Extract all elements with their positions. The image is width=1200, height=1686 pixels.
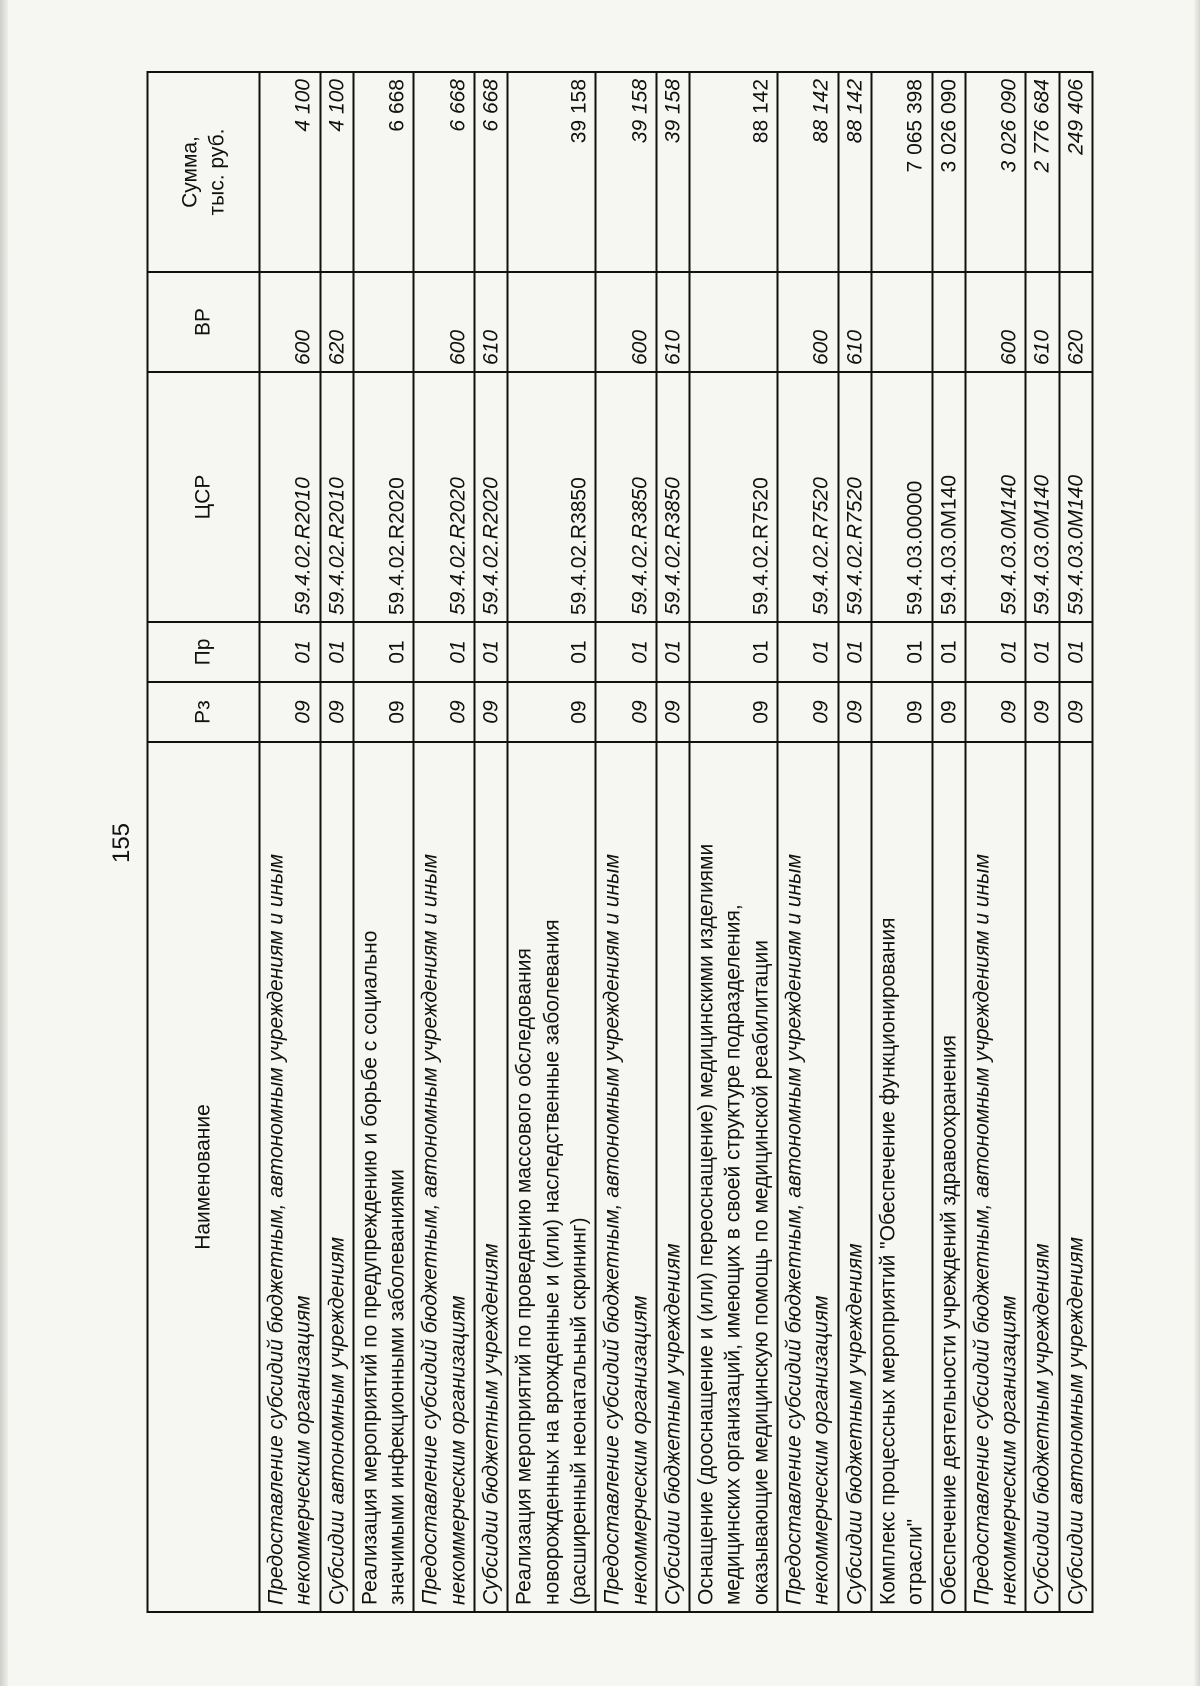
cell-name (871, 742, 932, 1612)
cell-sum: 39 158 (656, 72, 689, 272)
header-name: Наименование (147, 742, 259, 1612)
cell-name (596, 742, 657, 1612)
cell-rz: 09 (596, 682, 657, 742)
cell-name (259, 742, 320, 1612)
cell-sum: 6 668 (414, 72, 475, 272)
table-row (965, 72, 1026, 1612)
cell-sum: 4 100 (259, 72, 320, 272)
cell-name (320, 742, 353, 1612)
page-number: 155 (108, 822, 135, 864)
cell-name-line: Обеспечение деятельности учреждений здравоохранения (937, 1034, 961, 1605)
cell-name (1026, 742, 1059, 1612)
table-row (871, 72, 932, 1612)
table-body (259, 72, 1092, 1612)
cell-name-line: медицинских организаций, имеющих в своей структуре подразделения, (721, 904, 745, 1605)
cell-pr: 01 (932, 622, 965, 682)
header-sum-line2: тыс. руб. (205, 128, 229, 216)
cell-rz: 09 (932, 682, 965, 742)
table-row (690, 72, 778, 1612)
cell-name (656, 742, 689, 1612)
cell-name-line: Субсидии автономным учреждениям (325, 1237, 349, 1605)
cell-vr: 600 (965, 272, 1026, 372)
table-row (1059, 72, 1092, 1612)
budget-table (146, 71, 1093, 1613)
cell-pr: 01 (320, 622, 353, 682)
cell-sum: 2 776 684 (1026, 72, 1059, 272)
cell-sum: 249 406 (1059, 72, 1092, 272)
cell-vr: 600 (778, 272, 839, 372)
cell-name (353, 742, 414, 1612)
cell-name (965, 742, 1026, 1612)
cell-csr: 59.4.02.R2020 (414, 372, 475, 622)
cell-csr: 59.4.02.R2010 (320, 372, 353, 622)
cell-sum: 88 142 (838, 72, 871, 272)
cell-name-line: (расширенный неонатальный скрининг) (567, 1217, 591, 1605)
cell-pr: 01 (690, 622, 778, 682)
table-row (320, 72, 353, 1612)
cell-pr: 01 (1059, 622, 1092, 682)
cell-sum: 88 142 (690, 72, 778, 272)
cell-rz: 09 (353, 682, 414, 742)
table-row (1026, 72, 1059, 1612)
cell-vr (353, 272, 414, 372)
cell-name-line: Предоставление субсидий бюджетным, автономным учреждениям и иным (782, 853, 806, 1605)
cell-csr: 59.4.03.0М140 (932, 372, 965, 622)
cell-sum: 4 100 (320, 72, 353, 272)
cell-sum: 39 158 (508, 72, 596, 272)
cell-name (838, 742, 871, 1612)
cell-name (1059, 742, 1092, 1612)
cell-sum: 6 668 (353, 72, 414, 272)
cell-pr: 01 (871, 622, 932, 682)
cell-rz: 09 (871, 682, 932, 742)
cell-pr: 01 (778, 622, 839, 682)
cell-pr: 01 (656, 622, 689, 682)
table-row (259, 72, 320, 1612)
cell-rz: 09 (414, 682, 475, 742)
cell-name (690, 742, 778, 1612)
header-vr: ВР (147, 272, 259, 372)
cell-name-line: новорожденных на врожденные и (или) наследственные заболевания (540, 919, 564, 1605)
cell-rz: 09 (1059, 682, 1092, 742)
cell-name-line: значимыми инфекционными заболеваниями (385, 1169, 409, 1605)
cell-name-line: Предоставление субсидий бюджетным, автономным учреждениям и иным (970, 853, 994, 1605)
cell-name-line: Оснащение (дооснащение и (или) переоснащение) медицинскими изделиями (694, 843, 718, 1605)
cell-sum: 88 142 (778, 72, 839, 272)
cell-sum: 6 668 (475, 72, 508, 272)
header-rz: Рз (147, 682, 259, 742)
cell-name-line: Субсидии бюджетным учреждениям (843, 1243, 867, 1605)
header-sum-line1: Сумма, (178, 136, 202, 208)
cell-vr: 600 (596, 272, 657, 372)
cell-pr: 01 (1026, 622, 1059, 682)
header-csr: ЦСР (147, 372, 259, 622)
cell-csr: 59.4.03.0М140 (1059, 372, 1092, 622)
cell-name (414, 742, 475, 1612)
cell-name-line: некоммерческим организациям (446, 1295, 470, 1605)
table-row (475, 72, 508, 1612)
cell-csr: 59.4.03.0М140 (1026, 372, 1059, 622)
cell-csr: 59.4.02.R3850 (656, 372, 689, 622)
cell-pr: 01 (475, 622, 508, 682)
cell-vr (871, 272, 932, 372)
cell-rz: 09 (259, 682, 320, 742)
cell-name-line: Предоставление субсидий бюджетным, автономным учреждениям и иным (418, 853, 442, 1605)
cell-csr: 59.4.02.R3850 (508, 372, 596, 622)
cell-name-line: Реализация мероприятий по предупреждению и борьбе с социально (358, 930, 382, 1605)
table-header-row (147, 72, 259, 1612)
cell-sum: 3 026 090 (932, 72, 965, 272)
cell-vr: 610 (656, 272, 689, 372)
cell-sum: 3 026 090 (965, 72, 1026, 272)
table-row (596, 72, 657, 1612)
scan-edge-left (0, 0, 8, 1686)
cell-rz: 09 (508, 682, 596, 742)
cell-name (508, 742, 596, 1612)
cell-name-line: Комплекс процессных мероприятий "Обеспечение функционирования (876, 917, 900, 1605)
cell-pr: 01 (965, 622, 1026, 682)
cell-name-line: Реализация мероприятий по проведению массового обследования (512, 948, 536, 1605)
cell-csr: 59.4.03.00000 (871, 372, 932, 622)
cell-pr: 01 (596, 622, 657, 682)
cell-vr: 620 (320, 272, 353, 372)
cell-name-line: оказывающие медицинскую помощь по медицинской реабилитации (749, 940, 773, 1605)
cell-name-line: отрасли" (903, 1518, 927, 1605)
table-row (414, 72, 475, 1612)
cell-name-line: Субсидии бюджетным учреждениям (1030, 1243, 1054, 1605)
cell-rz: 09 (475, 682, 508, 742)
cell-name (932, 742, 965, 1612)
cell-csr: 59.4.03.0М140 (965, 372, 1026, 622)
cell-name-line: Субсидии бюджетным учреждениям (661, 1243, 685, 1605)
cell-csr: 59.4.02.R2020 (475, 372, 508, 622)
cell-rz: 09 (320, 682, 353, 742)
cell-vr: 600 (259, 272, 320, 372)
cell-name-line: некоммерческим организациям (809, 1295, 833, 1605)
table-row (932, 72, 965, 1612)
table-row (838, 72, 871, 1612)
cell-csr: 59.4.02.R2010 (259, 372, 320, 622)
cell-csr: 59.4.02.R7520 (778, 372, 839, 622)
cell-name-line: некоммерческим организациям (628, 1295, 652, 1605)
cell-sum: 39 158 (596, 72, 657, 272)
cell-pr: 01 (838, 622, 871, 682)
header-sum (147, 72, 259, 272)
cell-vr (932, 272, 965, 372)
cell-csr: 59.4.02.R7520 (690, 372, 778, 622)
cell-vr: 620 (1059, 272, 1092, 372)
cell-name-line: некоммерческим организациям (997, 1295, 1021, 1605)
scan-edge-right (1194, 0, 1200, 1686)
cell-vr: 610 (1026, 272, 1059, 372)
cell-name-line: некоммерческим организациям (291, 1295, 315, 1605)
cell-rz: 09 (838, 682, 871, 742)
cell-name (475, 742, 508, 1612)
rotated-page-content (146, 73, 1093, 1613)
cell-name-line: Субсидии бюджетным учреждениям (479, 1243, 503, 1605)
table-row (353, 72, 414, 1612)
cell-rz: 09 (778, 682, 839, 742)
cell-csr: 59.4.02.R7520 (838, 372, 871, 622)
table-row (778, 72, 839, 1612)
header-pr: Пр (147, 622, 259, 682)
cell-name-line: Предоставление субсидий бюджетным, автономным учреждениям и иным (264, 853, 288, 1605)
cell-pr: 01 (414, 622, 475, 682)
cell-pr: 01 (508, 622, 596, 682)
cell-rz: 09 (1026, 682, 1059, 742)
cell-rz: 09 (690, 682, 778, 742)
cell-csr: 59.4.02.R2020 (353, 372, 414, 622)
cell-csr: 59.4.02.R3850 (596, 372, 657, 622)
cell-vr (690, 272, 778, 372)
cell-name-line: Субсидии автономным учреждениям (1064, 1237, 1088, 1605)
cell-vr (508, 272, 596, 372)
cell-rz: 09 (965, 682, 1026, 742)
cell-pr: 01 (259, 622, 320, 682)
cell-name-line: Предоставление субсидий бюджетным, автономным учреждениям и иным (600, 853, 624, 1605)
cell-name (778, 742, 839, 1612)
cell-vr: 610 (475, 272, 508, 372)
cell-vr: 610 (838, 272, 871, 372)
table-row (656, 72, 689, 1612)
cell-vr: 600 (414, 272, 475, 372)
cell-pr: 01 (353, 622, 414, 682)
cell-rz: 09 (656, 682, 689, 742)
table-row (508, 72, 596, 1612)
cell-sum: 7 065 398 (871, 72, 932, 272)
